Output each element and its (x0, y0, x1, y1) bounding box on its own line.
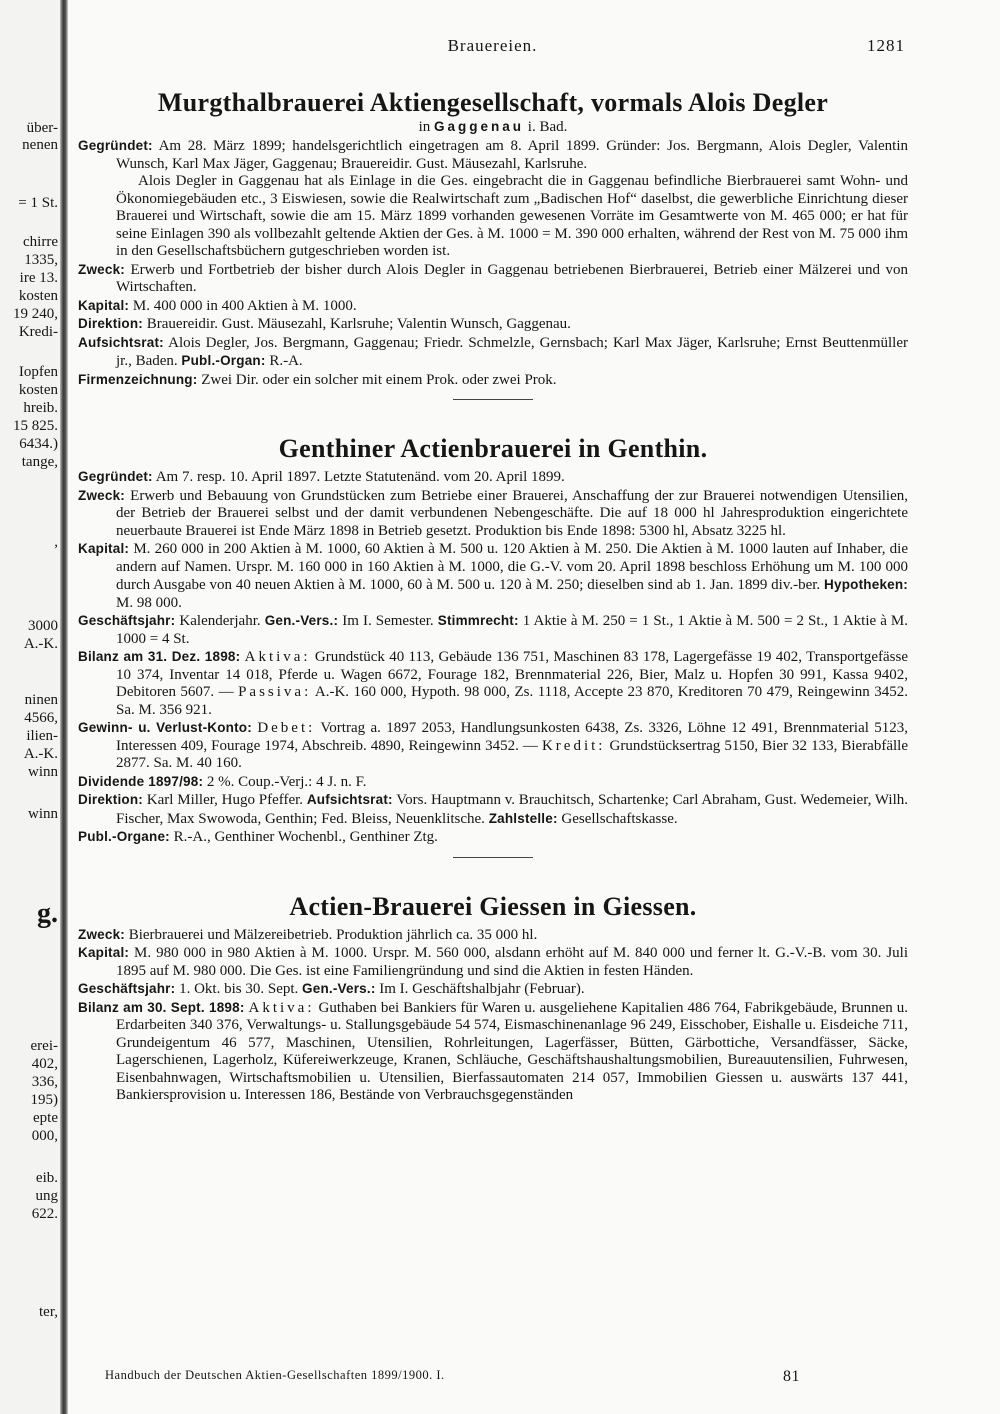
gutter-text-fragment: A.-K. (23, 746, 58, 762)
gutter-text-fragment: 402, (31, 1056, 58, 1072)
entry-text: Erwerb und Fortbetrieb der bisher durch Alois Degler in Gaggenau betriebenen Bierbrauerei, Betrieb einer Mälzerei und von Wirtschaften. (116, 261, 909, 295)
entry-text: Zwei Dir. oder ein solcher mit einem Prok. oder zwei Prok. (201, 371, 557, 388)
gutter-text-fragment: 000, (31, 1128, 58, 1144)
gutter-text-fragment: 15 825. (13, 418, 58, 434)
entry-label-zahlstelle: Zahlstelle: (488, 810, 558, 826)
entry-text-stimmrecht: 1 Aktie à M. 250 = 1 St., 1 Aktie à M. 500 = 2 St., 1 Aktie à M. 1000 = 4 St. (116, 613, 909, 647)
company-title: Genthiner Actienbrauerei in Genthin. (278, 434, 708, 463)
gutter-text-fragment: ilien- (26, 728, 58, 744)
entry-gegruendet (78, 468, 908, 487)
entry-text-zahlstelle: Gesellschaftskasse. (561, 810, 678, 827)
entry-text: Brauereidir. Gust. Mäusezahl, Karlsruhe; Valentin Wunsch, Gaggenau. (146, 316, 571, 332)
entry-label: Kapital: (78, 945, 130, 960)
company-seat (78, 118, 908, 136)
entry-label: Dividende 1897/98: (78, 773, 204, 789)
page-number: 1281 (867, 36, 905, 55)
entry-label: Gegründet: (78, 138, 153, 153)
gutter-text-fragment: 6434.) (19, 436, 58, 452)
entry-label: Gegründet: (78, 469, 153, 484)
gutter-text-fragment: 1335, (24, 252, 58, 268)
gutter-text-fragment: über- (26, 120, 58, 136)
entry-label: Firmenzeichnung: (78, 371, 198, 387)
gutter-text-fragment: 336, (31, 1074, 58, 1090)
company-entry-murgthalbrauerei (78, 88, 908, 389)
gutter-text-fragment: 19 240, (13, 306, 58, 322)
entry-gegruendet (78, 137, 908, 173)
seat-city: Gaggenau (434, 119, 525, 134)
entry-direktion (78, 791, 908, 828)
entry-text-hypotheken: M. 98 000. (116, 594, 182, 611)
entry-dividende (78, 773, 908, 792)
seat-suffix: i. Bad. (527, 119, 568, 135)
entry-gewinn-verlust (78, 719, 908, 773)
entry-label: Direktion: (78, 792, 144, 807)
page-header (80, 36, 905, 60)
entry-kapital (78, 297, 908, 316)
gutter-text-fragment: chirre (23, 234, 58, 250)
entry-text: M. 980 000 in 980 Aktien à M. 1000. Urspr. M. 560 000, alsdann erhöht auf M. 840 000 und ferner lt. G.-V.-B. vom 30. Juli 1895 auf M. 980 000. Die Ges. ist eine Familiengründung und sind die Aktien in festen Händen. (116, 945, 908, 979)
entry-geschaeftsjahr (78, 980, 908, 999)
gutter-text-fragment: , (54, 534, 58, 550)
gutter-text-fragment: ire 13. (19, 270, 58, 286)
entry-kredit-label: Kredit: (541, 737, 606, 754)
entry-firmenzeichnung (78, 371, 908, 390)
entry-direktion (78, 315, 908, 334)
entry-text-gen-vers: Im I. Geschäftshalbjahr (Februar). (379, 981, 585, 997)
gutter-text-fragment: erei- (30, 1038, 58, 1054)
page-footer (105, 1368, 905, 1388)
entry-text-passiva: A.-K. 160 000, Hypoth. 98 000, Zs. 1118, Accepte 23 870, Kreditoren 70 479, Reingewinn 3452. Sa. M. 356 921. (116, 684, 908, 718)
entry-text: Guthaben bei Bankiers für Waren u. ausgeliehene Kapitalien 486 764, Fabrikgebäude, Brunnen u. Erdarbeiten 340 376, Verwaltungs- u. Stallungsgebäude 54 574, Eismaschinenanlage 96 249, Eisschober, Eishalle u. Eisdeiche 711, Grundeigentum 46 577, Maschinen, Utensilien, Rohrleitungen, Lagerfässer, Bütten, Gärbottiche, Versandfässer, Säcke, Lagerschienen, Lagerholz, Küfereiwerkzeuge, Kranen, Schläuche, Geschäftshaushaltungsmobilien, Bureauutensilien, Fuhrwesen, Eisenbahnwagen, Wirtschaftsmobilien u. Utensilien, Bierfassautomaten 214 057, Immobilien Giessen u. auswärts 137 441, Bankiersprovision u. Interessen 186, Bestände von Verbrauchsgegenständen (116, 999, 909, 1103)
gutter-text-fragment: Kredi- (18, 324, 58, 340)
company-entry-giessen (78, 892, 908, 1105)
entry-label: Bilanz am 31. Dez. 1898: (78, 649, 241, 664)
entry-label-gen-vers: Gen.-Vers.: (302, 981, 376, 996)
gutter-text-fragment: winn (28, 764, 58, 780)
gutter-text-fragment: g. (37, 898, 58, 929)
entry-aufsichtsrat (78, 334, 908, 371)
entry-text-aufsichtsrat: Vors. Hauptmann v. Brauchitsch, Schartenke; Carl Abraham, Gust. Wedemeier, Wilh. Fischer, Max Swowoda, Genthin; Fed. Bleiss, Neuenklitsche. (116, 792, 908, 827)
entry-label-hypotheken: Hypotheken: (824, 577, 909, 592)
gutter-text-fragment: epte (33, 1110, 58, 1126)
section-divider (453, 399, 533, 400)
entry-label-stimmrecht: Stimmrecht: (437, 613, 519, 628)
left-gutter-previous-page (0, 0, 62, 1414)
page-content (78, 88, 908, 1105)
gutter-text-fragment: 4566, (24, 710, 58, 726)
gutter-text-fragment: ung (35, 1188, 58, 1204)
entry-zweck (78, 926, 908, 945)
entry-text: Am 7. resp. 10. April 1897. Letzte Statutenänd. vom 20. April 1899. (155, 469, 565, 485)
entry-geschaeftsjahr (78, 612, 908, 648)
entry-aktiva-label: Aktiva: (244, 649, 311, 665)
entry-bilanz (78, 999, 908, 1105)
entry-zweck (78, 487, 908, 541)
entry-zweck (78, 261, 908, 297)
entry-text-publ-organ: R.-A. (269, 353, 303, 369)
running-title: Brauereien. (447, 36, 538, 55)
entry-text: Erwerb und Bebauung von Grundstücken zum Betriebe einer Brauerei, Anschaffung der zur Brauerei notwendigen Utensilien, der Betrieb der Brauerei selbst und der damit verbundenen Nebengeschäfte. Die auf 18 000 hl Jahresproduktion eingerichtete neuerbaute Brauerei ist Ende März 1898 in Betrieb gesetzt. Produktion bis Ende 1898: 5300 hl, Absatz 3225 hl. (116, 487, 908, 539)
company-title: Murgthalbrauerei Aktiengesellschaft, vormals Alois Degler (157, 88, 829, 117)
seat-prefix: in (418, 119, 431, 135)
entry-passiva-label: Passiva: (238, 684, 312, 700)
footer-sheet-number: 81 (783, 1368, 800, 1385)
entry-einlage-paragraph (78, 173, 908, 261)
gutter-text-fragment: hreib. (23, 400, 58, 416)
entry-text: Grundstück 40 113, Gebäude 136 751, Maschinen 83 178, Lagergefässe 19 402, Transportgefässe 10 374, Inventar 14 018, Pferde u. Wagen 6672, Fourage 182, Brennmaterial 226, Bier, Malz u. Hopfen 30 991, Kassa 9402, Debitoren 5607. — (116, 649, 909, 700)
footer-publication: Handbuch der Deutschen Aktien-Gesellschaften 1899/1900. I. (105, 1368, 445, 1382)
entry-label: Kapital: (78, 297, 130, 313)
entry-text-gen-vers: Im I. Semester. (342, 613, 434, 629)
gutter-text-fragment: Iopfen (18, 364, 58, 380)
entry-label: Zweck: (78, 487, 125, 503)
entry-text: Alois Degler, Jos. Bergmann, Gaggenau; Friedr. Schmelzle, Gernsbach; Karl Max Jäger, Karlsruhe; Ernst Beuttenmüller jr., Baden. (116, 334, 908, 369)
entry-text: Kalenderjahr. (179, 613, 261, 629)
gutter-text-fragment: kosten (18, 288, 58, 304)
gutter-text-fragment: kosten (18, 382, 58, 398)
company-entry-genthiner (78, 434, 908, 847)
gutter-text-fragment: nenen (22, 137, 58, 153)
entry-text: Alois Degler in Gaggenau hat als Einlage in die Ges. eingebracht die in Gaggenau befindliche Bierbrauerei samt Wohn- und Ökonomiegebäuden etc., 3 Eiswiesen, sowie die Realwirtschaft zum „Badischen Hof“ daselbst, die gewerbliche Einrichtung dieser Brauerei und Wirtschaft, sowie die am 15. März 1899 vorhanden gewesenen Vorräte im Gesamtwerte von M. 465 000; er hat für seine Einlagen 390 als vollbezahlt geltende Aktien der Ges. à M. 1000 = M. 390 000 erhalten, während der Rest von M. 75 000 ihm in den Gesellschaftsbüchern gutgeschrieben worden ist. (116, 173, 908, 259)
entry-label: Gewinn- u. Verlust-Konto: (78, 720, 252, 735)
gutter-text-fragment: 195) (30, 1092, 58, 1108)
gutter-text-fragment: ter, (39, 1304, 58, 1320)
entry-text: Am 28. März 1899; handelsgerichtlich eingetragen am 8. April 1899. Gründer: Jos. Bergmann, Alois Degler, Valentin Wunsch, Karl Max Jäger, Gaggenau; Brauereidir. Gust. Mäusezahl, Karlsruhe. (116, 138, 908, 172)
page-binding-shadow (60, 0, 68, 1414)
gutter-text-fragment: 622. (31, 1206, 58, 1222)
gutter-text-fragment: winn (28, 806, 58, 822)
entry-text: M. 400 000 in 400 Aktien à M. 1000. (132, 297, 357, 314)
entry-label: Publ.-Organe: (78, 829, 170, 844)
company-title: Actien-Brauerei Giessen in Giessen. (289, 891, 697, 921)
entry-label: Bilanz am 30. Sept. 1898: (78, 999, 245, 1015)
entry-label: Aufsichtsrat: (78, 334, 164, 350)
entry-text: R.-A., Genthiner Wochenbl., Genthiner Ztg. (173, 829, 438, 845)
section-divider (453, 857, 533, 858)
entry-bilanz (78, 648, 908, 719)
entry-label: Geschäftsjahr: (78, 981, 176, 996)
entry-label-publ-organ: Publ.-Organ: (181, 353, 266, 368)
entry-kapital (78, 540, 908, 612)
entry-label: Kapital: (78, 541, 130, 556)
entry-text-kredit: Grundstücksertrag 5150, Bier 32 133, Bierabfälle 2877. Sa. M. 40 160. (116, 737, 908, 771)
entry-text: M. 260 000 in 200 Aktien à M. 1000, 60 Aktien à M. 500 u. 120 Aktien à M. 250. Die Aktien à M. 1000 lauten auf Inhaber, die andern auf Namen. Urspr. M. 160 000 in 160 Aktien à M. 1000, die G.-V. vom 20. April 1898 beschloss Erhöhung um M. 100 000 durch Ausgabe von 40 neuen Aktien à M. 1000, 60 à M. 500 u. 120 à M. 250; dieselben sind ab 1. Jan. 1899 div.-ber. (116, 541, 909, 593)
gutter-text-fragment: ninen (24, 692, 58, 708)
entry-label: Zweck: (78, 926, 125, 942)
entry-text: 2 %. Coup.-Verj.: 4 J. n. F. (206, 773, 367, 790)
entry-text: Bierbrauerei und Mälzereibetrieb. Produktion jährlich ca. 35 000 hl. (128, 926, 538, 943)
entry-debet-label: Debet: (257, 720, 316, 736)
entry-label: Geschäftsjahr: (78, 613, 176, 628)
entry-label: Direktion: (78, 316, 144, 331)
entry-aktiva-label: Aktiva: (248, 999, 315, 1016)
entry-text: Vortrag a. 1897 2053, Handlungsunkosten 6438, Zs. 3326, Löhne 12 491, Brennmaterial 5123, Interessen 409, Fourage 1974, Abschreib. 4890, Reingewinn 3452. — (116, 720, 909, 754)
entry-publ-organe (78, 828, 908, 847)
gutter-text-fragment: A.-K. (23, 636, 58, 652)
gutter-text-fragment: tange, (21, 454, 58, 470)
gutter-text-fragment: 3000 (28, 618, 58, 634)
entry-text: 1. Okt. bis 30. Sept. (179, 981, 299, 997)
gutter-text-fragment: eib. (35, 1170, 58, 1186)
entry-label-gen-vers: Gen.-Vers.: (264, 613, 339, 628)
entry-label-aufsichtsrat: Aufsichtsrat: (306, 792, 393, 807)
gutter-text-fragment: = 1 St. (18, 195, 58, 211)
entry-text: Karl Miller, Hugo Pfeffer. (146, 792, 304, 808)
entry-kapital (78, 944, 908, 980)
entry-label: Zweck: (78, 261, 125, 277)
